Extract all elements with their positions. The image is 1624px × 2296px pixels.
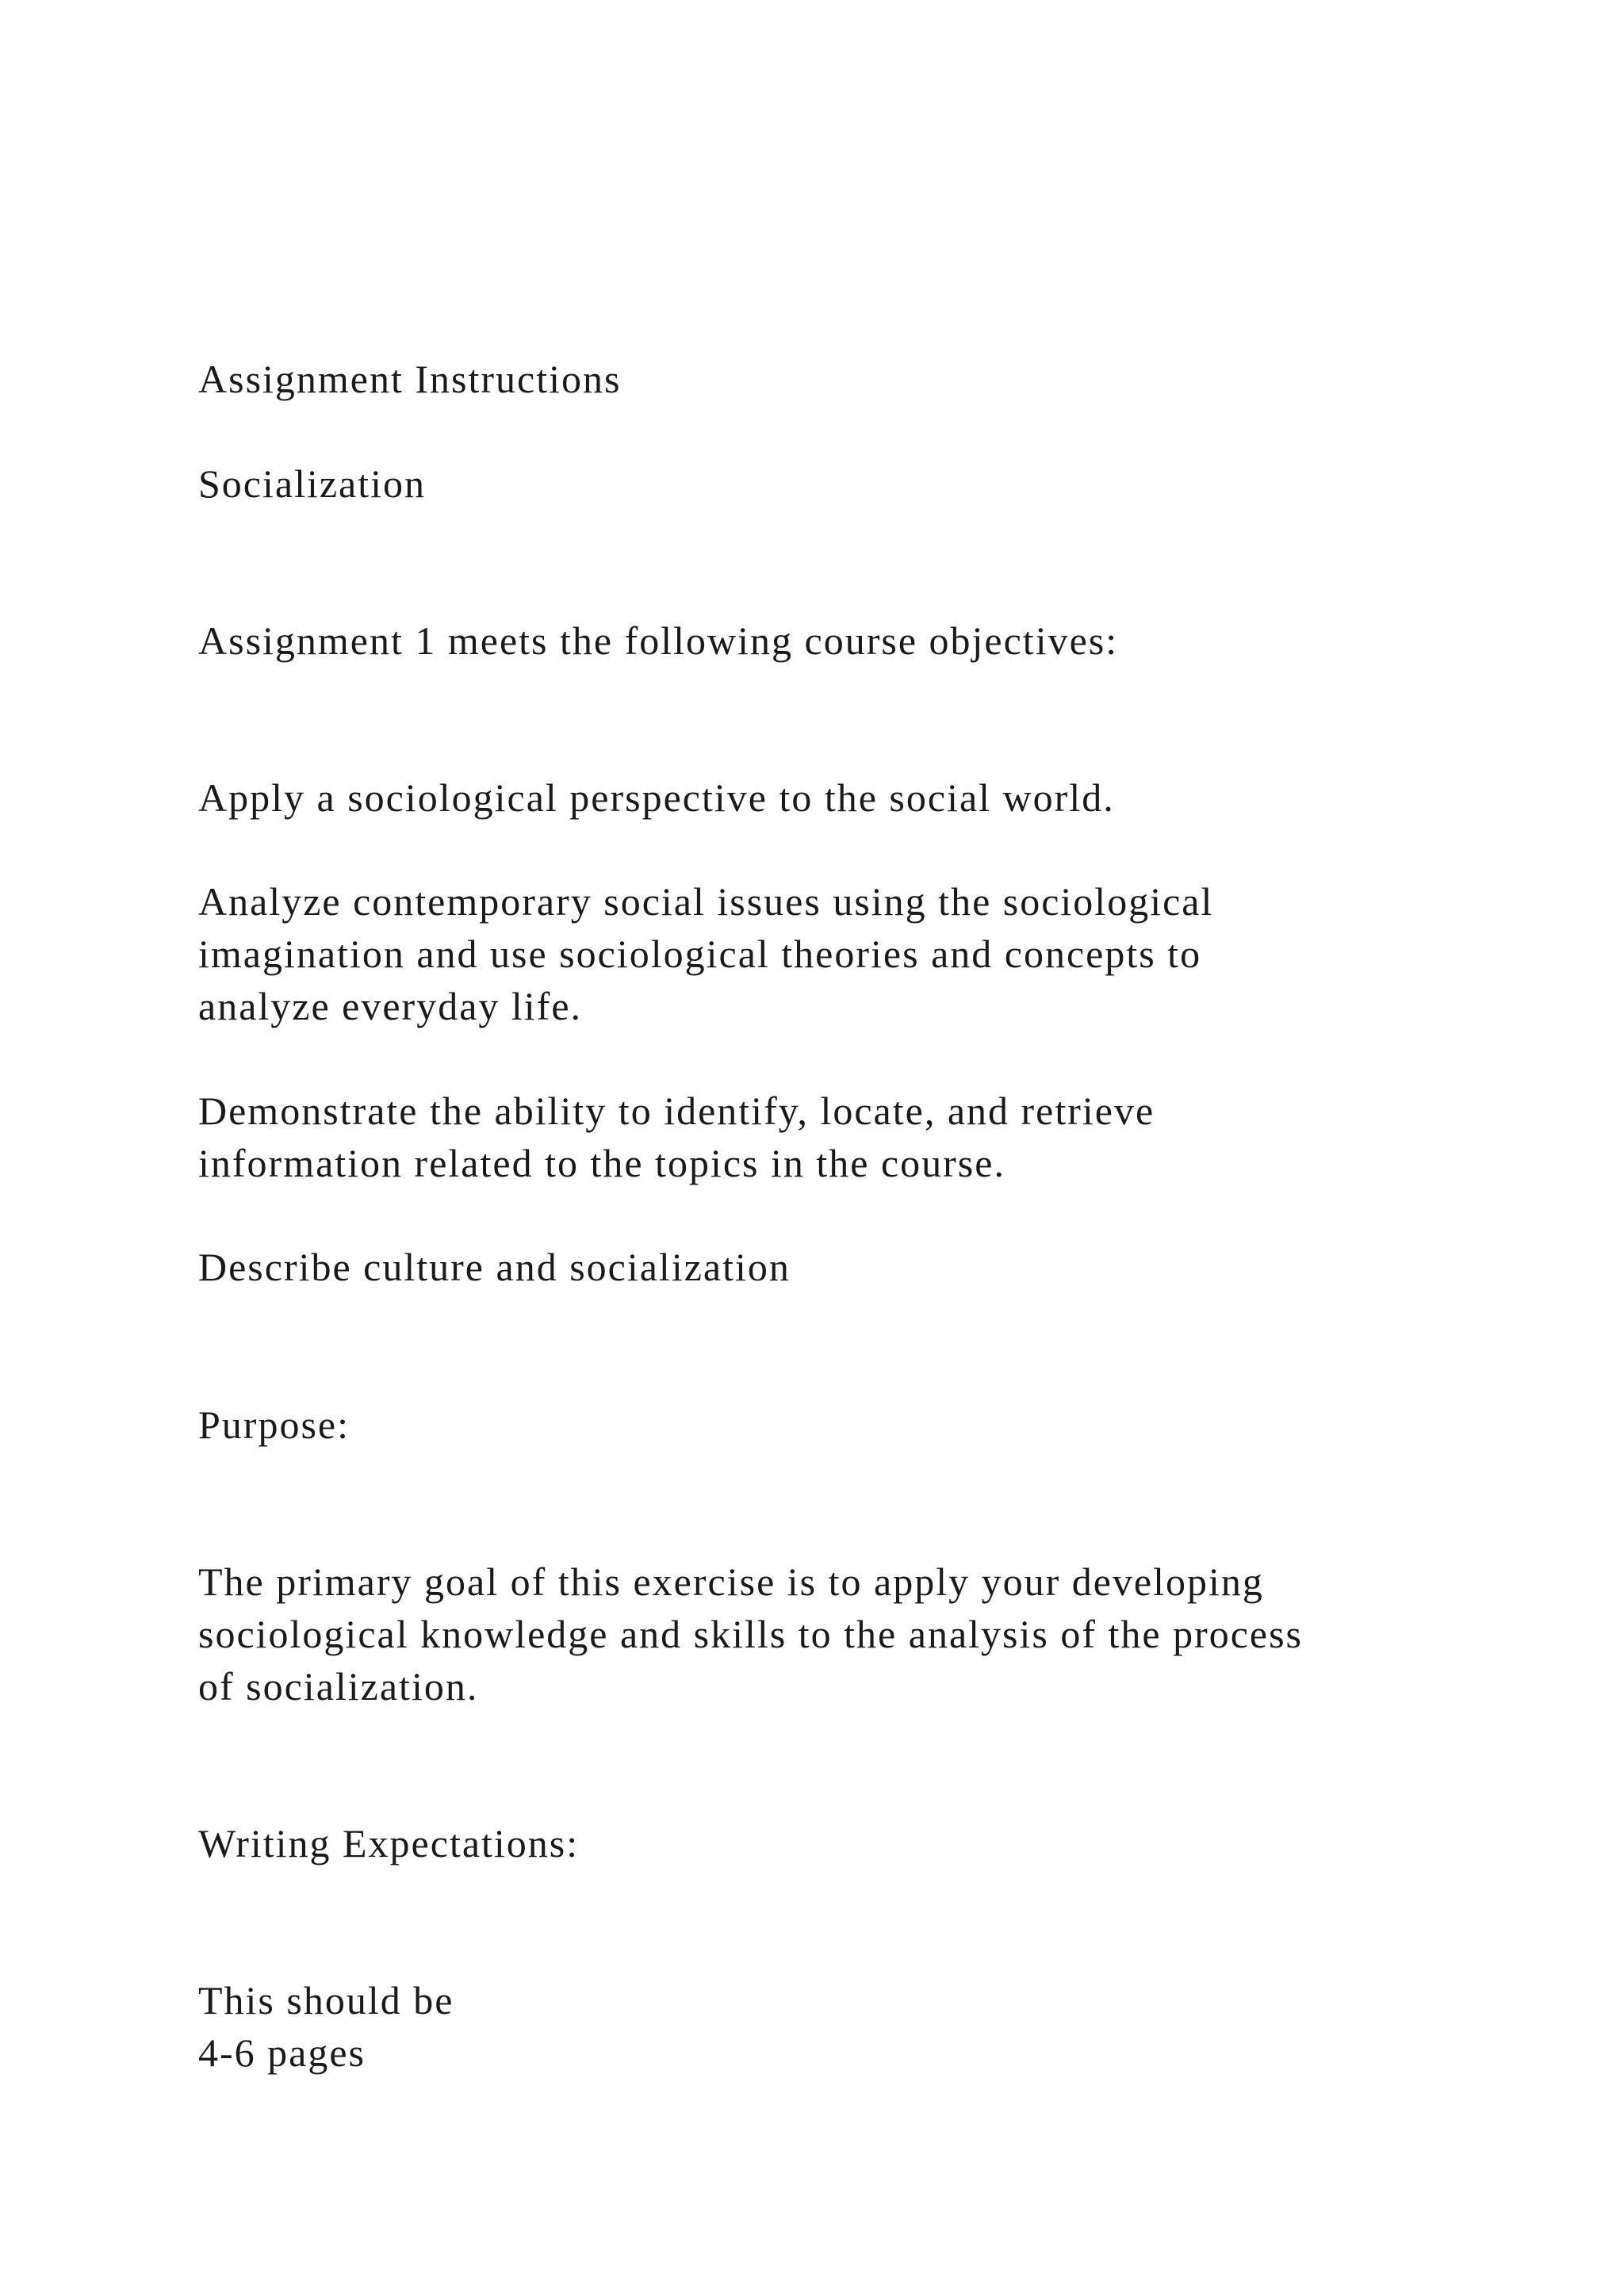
writing-expectations-heading: Writing Expectations: — [198, 1821, 580, 1866]
purpose-line: sociological knowledge and skills to the analysis of the process — [198, 1612, 1304, 1656]
document-title: Assignment Instructions — [198, 357, 622, 401]
objective-item-continued: information related to the topics in the course. — [198, 1141, 1005, 1185]
objective-item: Analyze contemporary social issues using the sociological — [198, 879, 1214, 924]
objectives-intro: Assignment 1 meets the following course objectives: — [198, 618, 1119, 663]
objective-item: Demonstrate the ability to identify, locate, and retrieve — [198, 1089, 1155, 1133]
purpose-heading: Purpose: — [198, 1402, 350, 1447]
purpose-line: of socialization. — [198, 1664, 479, 1709]
writing-expectations-line: This should be — [198, 1978, 454, 2022]
writing-expectations-line: 4-6 pages — [198, 2030, 366, 2075]
objective-item-continued: imagination and use sociological theories and concepts to — [198, 932, 1202, 976]
purpose-line: The primary goal of this exercise is to apply your developing — [198, 1559, 1264, 1604]
objective-item: Apply a sociological perspective to the social world. — [198, 775, 1115, 820]
objective-item: Describe culture and socialization — [198, 1245, 791, 1289]
document-subtitle: Socialization — [198, 461, 427, 506]
objective-item-continued: analyze everyday life. — [198, 984, 583, 1028]
